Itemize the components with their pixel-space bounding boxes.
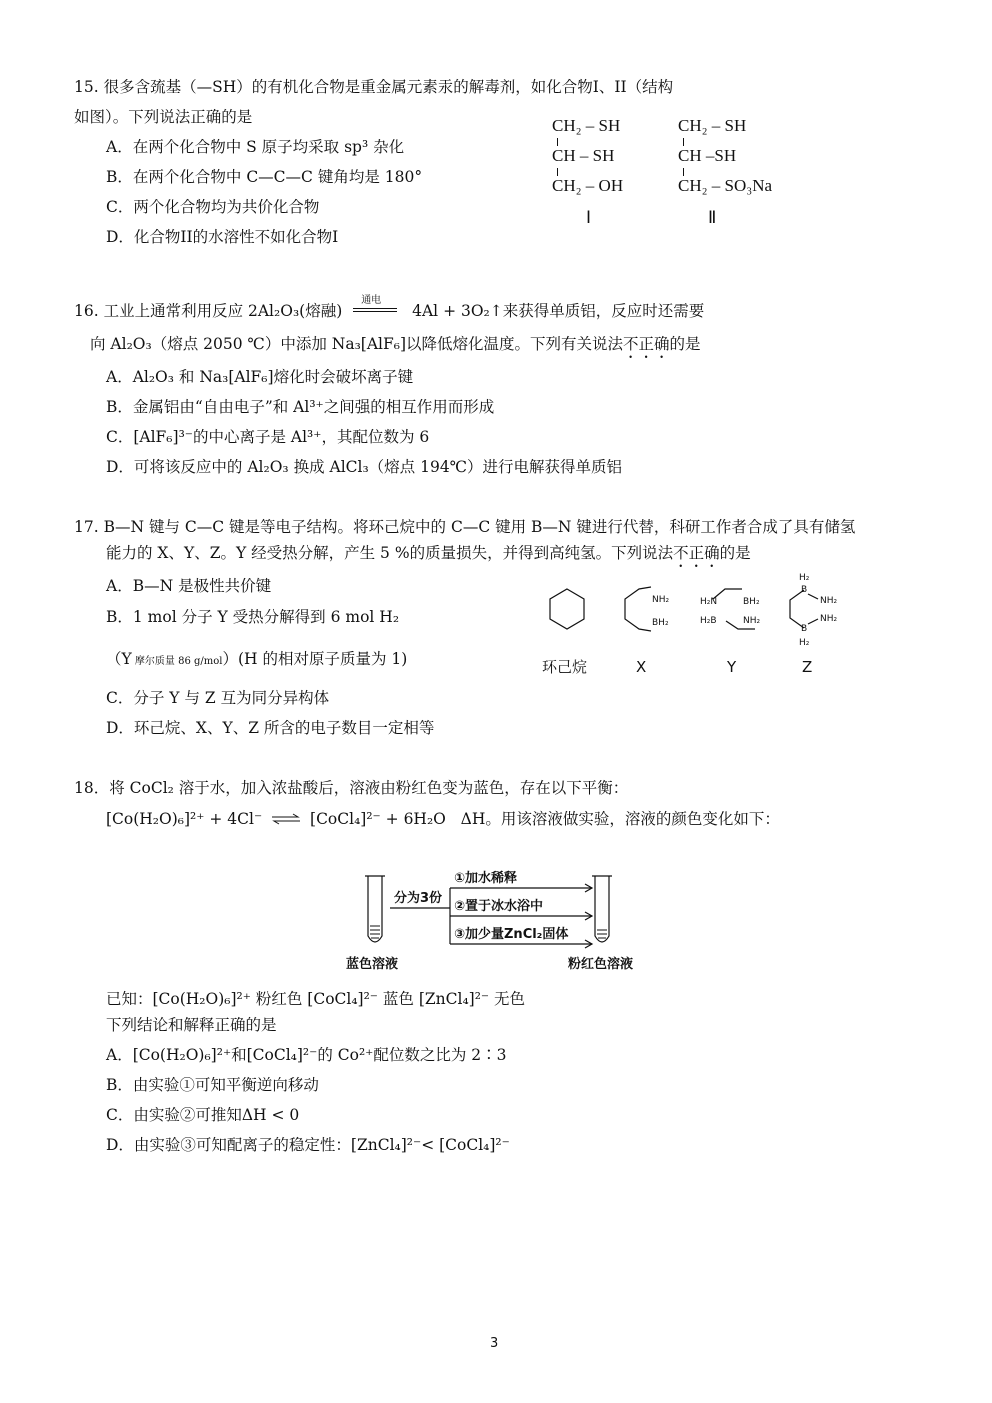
q18-option-c: C．由实验②可推知ΔH < 0 [106, 1106, 300, 1124]
q16-line2-pre: 向 Al₂O₃（熔点 2050 ℃）中添加 Na₃[AlF₆]以降低熔化温度。下列有关说法 [90, 335, 624, 353]
x-group-bh2: BH₂ [652, 618, 669, 628]
q16-emphasis: 不正确 [623, 335, 670, 353]
q16-option-d: D．可将该反应中的 Al₂O₃ 换成 AlCl₃（熔点 194℃）进行电解获得单质铝 [106, 458, 623, 476]
label-y: Y [727, 658, 737, 676]
q16-line2-post: 的是 [669, 335, 701, 353]
electrolysis-arrow [347, 295, 407, 322]
q17-note-pre: （Y [106, 650, 132, 668]
q17-stem2-post: 的是 [719, 544, 751, 562]
step1-label: ①加水稀释 [454, 871, 518, 886]
left-test-tube-icon [368, 876, 382, 942]
z-group-nh2-1: NH₂ [820, 596, 838, 606]
page-number: 3 [490, 1336, 499, 1351]
step3-label: ③加少量ZnCl₂固体 [454, 927, 569, 942]
eq-tail: ΔH。用该溶液做实验，溶液的颜色变化如下： [460, 810, 780, 828]
z-ring [790, 590, 804, 628]
q18-option-d: D．由实验③可知配离子的稳定性：[ZnCl₄]²⁻< [CoCl₄]²⁻ [106, 1136, 510, 1154]
compound-I-label: Ⅰ [586, 208, 592, 227]
step2-label: ②置于冰水浴中 [454, 899, 544, 914]
label-z: Z [802, 658, 813, 676]
q17-stem-line2 [106, 542, 751, 571]
y-group-h2n: H₂N [700, 597, 718, 607]
right-tube-label: 粉红色溶液 [568, 957, 634, 972]
label-cyclohexane: 环己烷 [542, 658, 588, 676]
q17-note [106, 648, 407, 673]
q17-note-post: ）(H 的相对原子质量为 1) [222, 650, 408, 668]
compound-II-row2: CH –SH [678, 146, 737, 165]
q16-stem-post: 4Al + 3O₂↑来获得单质铝，反应时还需要 [412, 302, 705, 320]
right-test-tube-icon [595, 876, 609, 942]
electrolysis-label: 通电 [361, 295, 382, 306]
z-group-nh2-2: NH₂ [820, 614, 838, 624]
compound-II-row3: CH₂ – SO₃Na [678, 176, 773, 195]
label-x: X [636, 658, 647, 676]
q17-stem2-pre: 能力的 X、Y、Z。Y 经受热分解，产生 5 %的质量损失，并得到高纯氢。下列说法 [106, 544, 674, 562]
y-group-h2b: H₂B [700, 616, 717, 626]
z-group-b-top: B [801, 585, 808, 595]
z-group-b-bottom: B [801, 624, 808, 634]
compound-I-row1: CH₂ – SH [552, 116, 621, 135]
q17-emphasis: 不正确 [673, 544, 720, 562]
q18-equilibrium [106, 808, 780, 830]
x-ring [625, 587, 651, 631]
q17-option-b: B．1 mol 分子 Y 受热分解得到 6 mol H₂ [106, 608, 400, 626]
q18-known: 已知：[Co(H₂O)₆]²⁺ 粉红色 [CoCl₄]²⁻ 蓝色 [ZnCl₄]²⁻ 无色 [106, 990, 526, 1008]
z-group-h2-bottom: H₂ [799, 638, 810, 648]
q18-option-a: A．[Co(H₂O)₆]²⁺和[CoCl₄]²⁻的 Co²⁺配位数之比为 2∶3 [106, 1046, 507, 1064]
q17-option-c: C．分子 Y 与 Z 互为同分异构体 [106, 689, 330, 707]
q15-option-c: C．两个化合物均为共价化合物 [106, 198, 320, 216]
eq-left: [Co(H₂O)₆]²⁺ + 4Cl⁻ [106, 810, 263, 828]
cyclohexane-ring [550, 589, 584, 629]
compound-I-row2: CH – SH [552, 146, 615, 165]
y-group-bh2: BH₂ [743, 597, 760, 607]
q16-stem-line2 [90, 333, 701, 362]
q15-stem-line1: 15. 很多含巯基（—SH）的有机化合物是重金属元素汞的解毒剂，如化合物I、II（结构 [74, 78, 674, 96]
split-label: 分为3份 [394, 891, 443, 906]
compound-II-label: Ⅱ [708, 208, 717, 227]
eq-right: [CoCl₄]²⁻ + 6H₂O [310, 810, 446, 828]
q17-option-d: D．环己烷、X、Y、Z 所含的电子数目一定相等 [106, 719, 435, 737]
q18-ask: 下列结论和解释正确的是 [106, 1016, 277, 1034]
q16-option-c: C．[AlF₆]³⁻的中心离子是 Al³⁺，其配位数为 6 [106, 428, 430, 446]
q16-stem-line1 [74, 295, 705, 322]
q16-option-a: A．Al₂O₃ 和 Na₃[AlF₆]熔化时会破坏离子键 [106, 368, 414, 386]
compound-II-row1: CH₂ – SH [678, 116, 747, 135]
x-group-nh2: NH₂ [652, 595, 670, 605]
equilibrium-arrow-icon [267, 808, 305, 830]
q16-stem-pre: 16. 工业上通常利用反应 2Al₂O₃(熔融) [74, 302, 343, 320]
q17-structures [540, 568, 850, 680]
compound-I-row3: CH₂ – OH [552, 176, 624, 195]
q15-option-a: A．在两个化合物中 S 原子均采取 sp³ 杂化 [106, 138, 405, 156]
y-ring-top [713, 589, 742, 599]
q17-note-small: 摩尔质量 86 g/mol [131, 656, 223, 667]
q17-option-a: A．B—N 是极性共价键 [106, 577, 272, 595]
q15-stem-line2: 如图）。下列说法正确的是 [74, 108, 253, 126]
q18-option-b: B．由实验①可知平衡逆向移动 [106, 1076, 319, 1094]
q16-option-b: B．金属铝由“自由电子”和 Al³⁺之间强的相互作用而形成 [106, 398, 495, 416]
q18-stem-line1: 18．将 CoCl₂ 溶于水，加入浓盐酸后，溶液由粉红色变为蓝色，存在以下平衡： [74, 779, 629, 797]
left-tube-label: 蓝色溶液 [346, 957, 399, 972]
y-group-nh2: NH₂ [743, 616, 761, 626]
z-group-h2-top: H₂ [799, 573, 810, 583]
q17-stem-line1: 17. B—N 键与 C—C 键是等电子结构。将环己烷中的 C—C 键用 B—N 键进行代替，科研工作者合成了具有储氢 [74, 518, 856, 536]
q15-option-b: B．在两个化合物中 C—C—C 键角均是 180° [106, 168, 423, 186]
experiment-diagram [330, 860, 670, 976]
q15-option-d: D．化合物II的水溶性不如化合物I [106, 228, 339, 246]
